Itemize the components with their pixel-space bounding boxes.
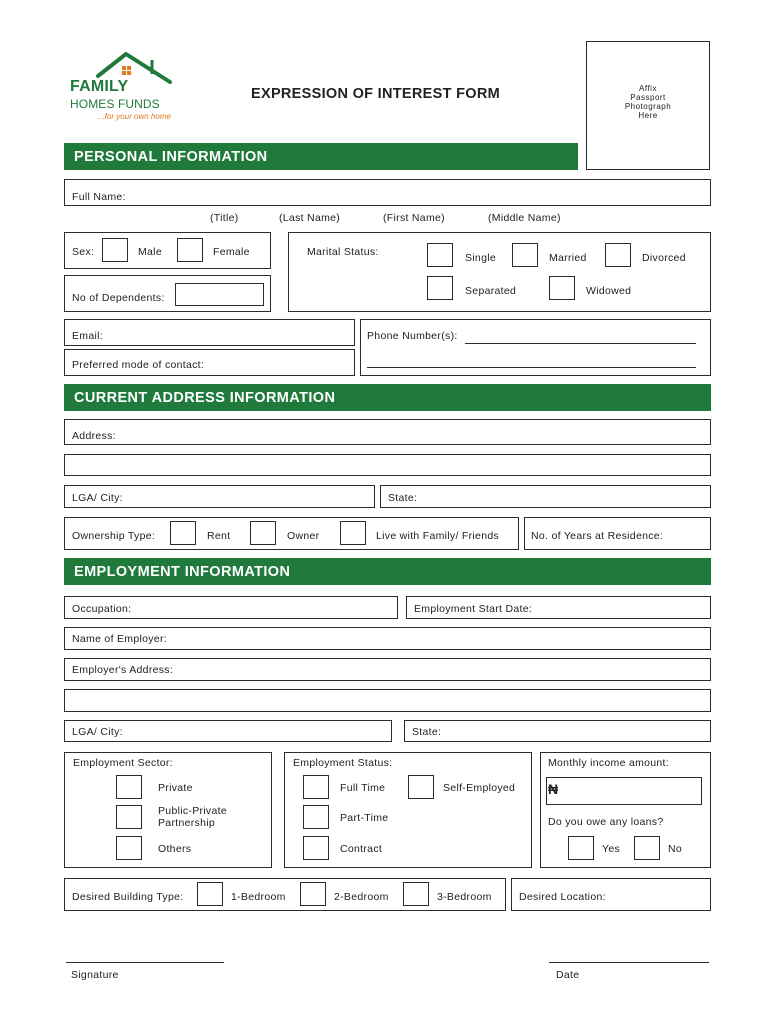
address-field[interactable] <box>64 419 711 445</box>
bed2-label: 2-Bedroom <box>334 891 389 903</box>
private-checkbox[interactable] <box>116 775 142 799</box>
separated-checkbox[interactable] <box>427 276 453 300</box>
widowed-label: Widowed <box>586 285 632 297</box>
employer-name-label: Name of Employer: <box>72 633 167 645</box>
photo-text-2: Passport <box>630 93 666 102</box>
ppp-label-1: Public-Private <box>158 805 227 817</box>
full-name-label: Full Name: <box>72 191 126 203</box>
logo <box>68 48 178 124</box>
owner-checkbox[interactable] <box>250 521 276 545</box>
part-time-checkbox[interactable] <box>303 805 329 829</box>
rent-checkbox[interactable] <box>170 521 196 545</box>
bed1-label: 1-Bedroom <box>231 891 286 903</box>
address-label: Address: <box>72 430 116 442</box>
male-label: Male <box>138 246 162 258</box>
employment-info-heading: EMPLOYMENT INFORMATION <box>64 558 711 585</box>
naira-symbol: ₦ <box>548 781 559 797</box>
loans-no-checkbox[interactable] <box>634 836 660 860</box>
live-with-family-checkbox[interactable] <box>340 521 366 545</box>
title-hint: (Title) <box>210 212 239 224</box>
first-name-hint: (First Name) <box>383 212 445 224</box>
bed3-checkbox[interactable] <box>403 882 429 906</box>
date-label: Date <box>556 969 580 981</box>
address-state-label: State: <box>388 492 418 504</box>
preferred-contact-label: Preferred mode of contact: <box>72 359 205 371</box>
female-label: Female <box>213 246 250 258</box>
personal-info-heading: PERSONAL INFORMATION <box>64 143 578 170</box>
female-checkbox[interactable] <box>177 238 203 262</box>
sex-label: Sex: <box>72 246 95 258</box>
divorced-checkbox[interactable] <box>605 243 631 267</box>
full-time-label: Full Time <box>340 782 386 794</box>
loans-yes-checkbox[interactable] <box>568 836 594 860</box>
monthly-income-label: Monthly income amount: <box>548 757 669 769</box>
bed2-checkbox[interactable] <box>300 882 326 906</box>
self-employed-label: Self-Employed <box>443 782 516 794</box>
occupation-label: Occupation: <box>72 603 132 615</box>
email-label: Email: <box>72 330 103 342</box>
owner-label: Owner <box>287 530 320 542</box>
others-label: Others <box>158 843 192 855</box>
logo-family-text: FAMILY <box>70 78 129 95</box>
single-label: Single <box>465 252 496 264</box>
phone-label: Phone Number(s): <box>367 330 458 342</box>
bed3-label: 3-Bedroom <box>437 891 492 903</box>
email-field[interactable] <box>64 319 355 346</box>
desired-location-label: Desired Location: <box>519 891 606 903</box>
building-type-label: Desired Building Type: <box>72 891 184 903</box>
full-name-field[interactable] <box>64 179 711 206</box>
photo-text-4: Here <box>638 111 658 120</box>
dependents-label: No of Dependents: <box>72 292 165 304</box>
widowed-checkbox[interactable] <box>549 276 575 300</box>
employer-address-label: Employer's Address: <box>72 664 174 676</box>
employment-state-field[interactable] <box>404 720 711 742</box>
monthly-income-input[interactable] <box>546 777 702 805</box>
address-state-field[interactable] <box>380 485 711 508</box>
start-date-label: Employment Start Date: <box>414 603 533 615</box>
ownership-label: Ownership Type: <box>72 530 156 542</box>
full-time-checkbox[interactable] <box>303 775 329 799</box>
years-at-residence-label: No. of Years at Residence: <box>531 530 664 542</box>
signature-line[interactable] <box>66 962 224 963</box>
ppp-checkbox[interactable] <box>116 805 142 829</box>
passport-photo-box[interactable] <box>586 41 710 170</box>
address-info-heading: CURRENT ADDRESS INFORMATION <box>64 384 711 411</box>
address-line-2[interactable] <box>64 454 711 476</box>
last-name-hint: (Last Name) <box>279 212 341 224</box>
employer-address-line-2[interactable] <box>64 689 711 712</box>
logo-tagline: ...for your own home <box>98 112 171 121</box>
marital-status-label: Marital Status: <box>307 246 379 258</box>
marital-status-group <box>288 232 711 312</box>
dependents-input[interactable] <box>175 283 264 306</box>
single-checkbox[interactable] <box>427 243 453 267</box>
bed1-checkbox[interactable] <box>197 882 223 906</box>
employment-status-label: Employment Status: <box>293 757 393 769</box>
part-time-label: Part-Time <box>340 812 389 824</box>
contract-label: Contract <box>340 843 383 855</box>
loans-no-label: No <box>668 843 683 855</box>
married-checkbox[interactable] <box>512 243 538 267</box>
signature-label: Signature <box>71 969 119 981</box>
male-checkbox[interactable] <box>102 238 128 262</box>
loans-yes-label: Yes <box>602 843 621 855</box>
employment-lga-city-label: LGA/ City: <box>72 726 123 738</box>
date-line[interactable] <box>549 962 709 963</box>
employment-state-label: State: <box>412 726 442 738</box>
employment-sector-label: Employment Sector: <box>73 757 173 769</box>
photo-text-1: Affix <box>639 84 657 93</box>
logo-homes-text: HOMES FUNDS <box>70 97 160 111</box>
form-title: EXPRESSION OF INTEREST FORM <box>251 86 500 102</box>
divorced-label: Divorced <box>642 252 686 264</box>
live-with-family-label: Live with Family/ Friends <box>376 530 500 542</box>
separated-label: Separated <box>465 285 517 297</box>
income-group <box>540 752 711 868</box>
owe-loans-label: Do you owe any loans? <box>548 816 664 828</box>
self-employed-checkbox[interactable] <box>408 775 434 799</box>
phone-line-2[interactable] <box>367 367 696 368</box>
rent-label: Rent <box>207 530 231 542</box>
private-label: Private <box>158 782 193 794</box>
ppp-label-2: Partnership <box>158 817 215 829</box>
contract-checkbox[interactable] <box>303 836 329 860</box>
others-checkbox[interactable] <box>116 836 142 860</box>
middle-name-hint: (Middle Name) <box>488 212 561 224</box>
address-lga-city-label: LGA/ City: <box>72 492 123 504</box>
photo-text-3: Photograph <box>624 102 672 111</box>
phone-line-1[interactable] <box>465 343 696 344</box>
married-label: Married <box>549 252 587 264</box>
